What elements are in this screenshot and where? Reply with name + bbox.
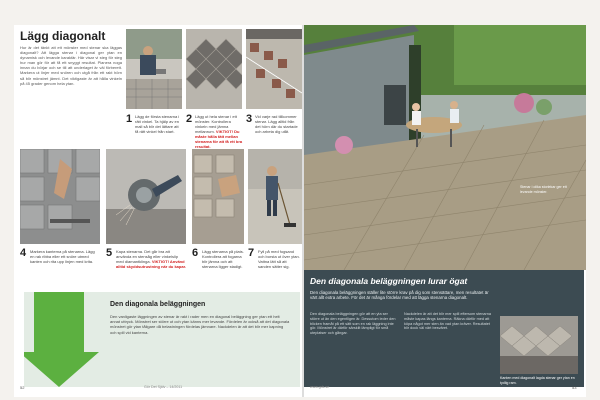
step-7-photo [248,149,302,244]
sidebar-heading: Den diagonala beläggningen [110,301,206,308]
step-2-number: 2 [186,113,193,125]
step-2-warning: VIKTIGT! Du måste hålla tätt mellan stenarna för att få ett bra resultat. [195,129,243,149]
magazine-footer: Gör Det Själv – 14/2011 [144,385,183,389]
step-6-number: 6 [192,247,199,259]
right-page [304,25,586,397]
step-1-text: Lägg de första stenarna i rätt vinkel. Ta hjälp av en mall så blir det lättare att få rätt vinkel från start. [135,114,180,134]
page-number-right: 53 [572,385,577,390]
inset-photo [500,316,578,374]
step-3-photo [246,29,302,109]
step-1-photo [126,29,182,109]
photo-caption: Stenar i olika storlekar ger ett levande mönster. [520,185,567,194]
dark-box-heading: Den diagonala beläggningen lurar ögat [310,276,468,286]
sidebar-text: Den vanligaste läggningen av stenar är rakt i rader men en diagonal beläggning ger ytan ett helt annat uttryck. Mönstret ser större ut och ytan känns mer levande. Fördelen är också att det diagonala mönstret gör ytan tåligare då belastningen fördelas jämnare. Nackdelen är att det blir mer kapning och spill vid kanterna. [110,314,290,335]
step-7-number: 7 [248,247,255,259]
dark-box-lead: Den diagonala beläggningen ställer lite större krav på dig som stensättare, men resultatet är värt allt extra arbete. För det är många fördelar med att lägga stenarna diagonalt. [310,290,489,301]
step-4-photo [20,149,100,244]
step-2-body: Lägg ut hela stenar i ett mönster. Kontrollera vinkeln med jämna mellanrum. [195,114,237,134]
step-7-text: Fyll på med fogsand och borsta ut över ytan. Vattna lätt så att sanden sätter sig. [258,249,300,269]
inset-caption: Kanten med diagonalt lagda stenar ger ytan en tydlig ram. [500,376,575,385]
step-1-number: 1 [126,113,133,125]
step-2-photo [186,29,242,109]
step-5-number: 5 [106,247,113,259]
patio-photo [304,25,586,270]
green-arrow-graphic [24,292,104,387]
step-6-text: Lägg stenarna på plats. Kontrollera att fogarna blir jämna och att stenarna ligger stadigt. [202,249,244,269]
step-5-body: Kapa stenarna. Det går bra att använda en stensåg eller vinkelslip med diamantklinga. [116,249,179,264]
dark-box-column-a: Den diagonala beläggningen gör att en yta ser större ut än den egentligen är. Dessutom leder den blicken framåt på ett sätt som en rak läggning inte gör. Mönstret är därför särskilt lämpligt för små uteplatser och gångar. [310,312,396,336]
step-5-warning: VIKTIGT! Använd alltid skyddsutrustning när du kapar. [116,259,187,269]
step-3-text: Vid varje rad tillkommer stenar. Lägg alltid från det hörn där du startade och arbeta dig utåt. [255,114,298,134]
article-title: Lägg diagonalt [20,29,106,43]
page-number-left: 52 [20,385,25,390]
step-3-number: 3 [246,113,253,125]
step-4-number: 4 [20,247,27,259]
site-url: www.gds.se [310,385,330,389]
step-4-text: Markera kanterna på stenarna. Lägg en rak ribba eller ett snöre utmed kanten och rita upp linjen med krita. [30,249,95,264]
step-5-photo [106,149,186,244]
step-2-text [195,114,243,149]
dark-box-column-b: Nackdelen är att det blir mer spill eftersom stenarna måste kapas längs kanterna. Räkna därför med att köpa något mer sten än vad ytan kräver. Resultatet blir dock väl värt besväret. [404,312,491,331]
dark-box [304,270,584,387]
step-5-text [116,249,186,269]
sidebar-box [24,292,300,387]
intro-text: Hur är det tänkt att ett mönster med stenar ska läggas diagonalt? Att lägga stenar i diagonal ger ytan en dynamisk och levande karaktär. Här visar vi steg för steg hur man gör för att få ett snyggt resultat. Planera noga innan du börjar och se till att underlaget är väl förberett. Markera ut linjer med snören och utgå från ett rakt hörn så blir mönstret jämnt. Det viktigaste är att hålla vinkeln på 45 grader genom hela ytan. [20,45,122,86]
left-page [14,25,302,397]
step-6-photo [192,149,244,244]
